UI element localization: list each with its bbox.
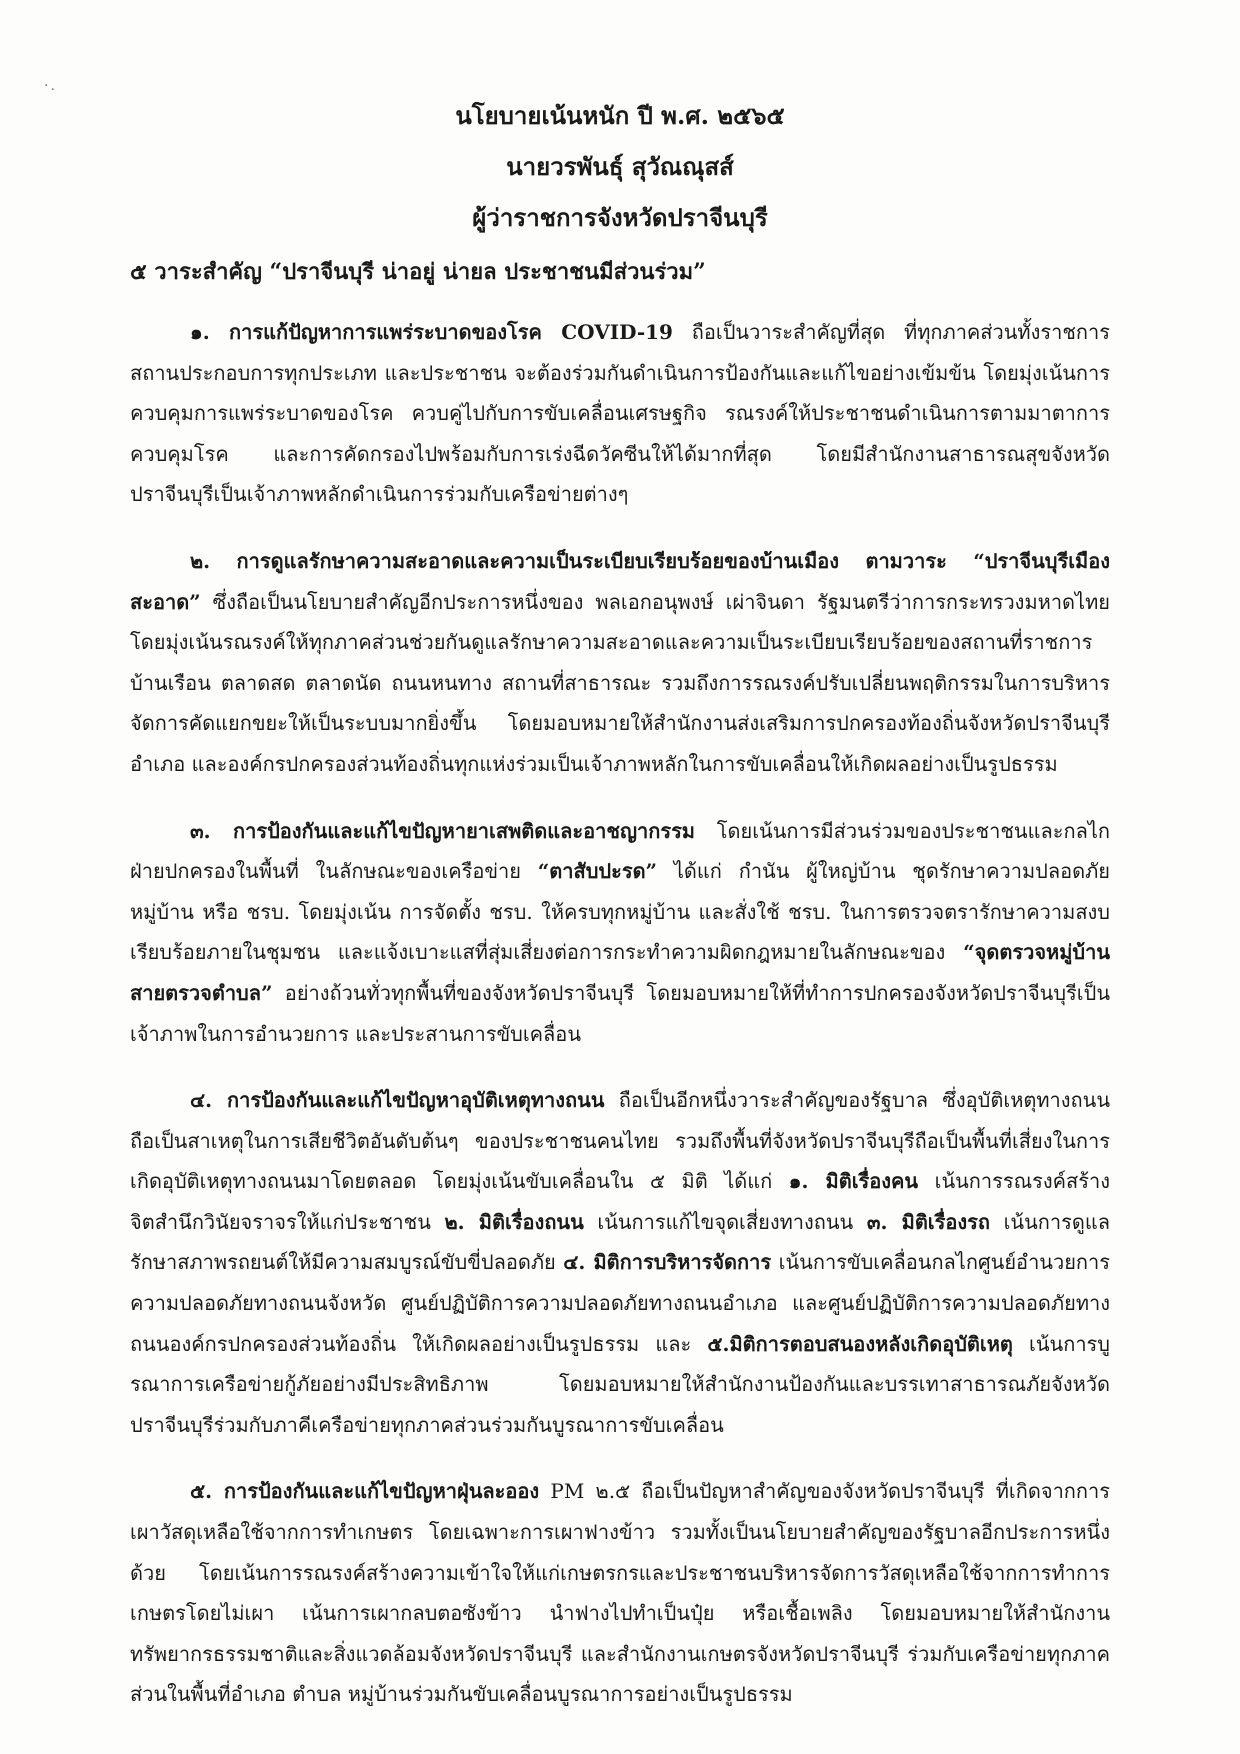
dimension-label: ๒. มิติเรื่องถนน — [444, 1209, 584, 1234]
emphasis-term: “จุดตรวจหมู่บ้าน สายตรวจตำบล” — [130, 940, 1110, 1005]
emphasis-term: “ตาสับปะรด” — [537, 859, 658, 884]
policy-item-text: เน้นการรณรงค์สร้างจิตสำนึกวินัยจราจรให้แก่ประชาชน — [130, 1169, 1110, 1234]
policy-item-text: เน้นการบูรณาการเครือข่ายกู้ภัยอย่างมีประสิทธิภาพ โดยมอบหมายให้สำนักงานป้องกันและบรรเทาสาธารณภัยจังหวัดปราจีนบุรีร่วมกับภาคีเครือข่ายทุกภาคส่วนร่วมกันบูรณาการขับเคลื่อน — [130, 1331, 1110, 1437]
policy-item-text: PM ๒.๕ ถือเป็นปัญหาสำคัญของจังหวัดปราจีนบุรี ที่เกิดจากการเผาวัสดุเหลือใช้จากการทำเกษตร โดยเฉพาะการเผาฟางข้าว รวมทั้งเป็นนโยบายสำคัญของรัฐบาลอีกประการหนึ่งด้วย โดยเน้นการรณรงค์สร้างความเข้าใจให้แก่เกษตรกรและประชาชนบริหารจัดการวัสดุเหลือใช้จากการทำการเกษตรโดยไม่เผา เน้นการเผากลบตอซังข้าว นำฟางไปทำเป็นปุ๋ย หรือเชื้อเพลิง โดยมอบหมายให้สำนักงานทรัพยากรธรรมชาติและสิ่งแวดล้อมจังหวัดปราจีนบุรี และสำนักงานเกษตรจังหวัดปราจีนบุรี ร่วมกับเครือข่ายทุกภาคส่วนในพื้นที่อำเภอ ตำบล หมู่บ้านร่วมกันขับเคลื่อนบูรณาการอย่างเป็นรูปธรรม — [130, 1479, 1110, 1707]
scan-mark: ·. — [44, 78, 57, 94]
document-body — [130, 312, 1110, 1741]
policy-item-text: โดยเน้นการมีส่วนร่วมของประชาชนและกลไกฝ่ายปกครองในพื้นที่ ในลักษณะของเครือข่าย — [130, 818, 1111, 884]
policy-item-5 — [130, 1471, 1110, 1715]
policy-item-heading: ๒. การดูแลรักษาความสะอาดและความเป็นระเบียบเรียบร้อยของบ้านเมือง ตามวาระ “ปราจีนบุรีเมืองสะอาด” — [130, 548, 1110, 614]
policy-item-text: ถือเป็นอีกหนึ่งวาระสำคัญของรัฐบาล ซึ่งอุบัติเหตุทางถนนถือเป็นสาเหตุในการเสียชีวิตอันดับต้นๆ ของประชาชนคนไทย รวมถึงพื้นที่จังหวัดปราจีนบุรีถือเป็นพื้นที่เสี่ยงในการเกิดอุบัติเหตุทางถนนมาโดยตลอด โดยมุ่งเน้นขับเคลื่อนใน ๕ มิติ ได้แก่ — [130, 1088, 1110, 1194]
policy-item-4 — [130, 1080, 1110, 1445]
policy-item-heading: ๔. การป้องกันและแก้ไขปัญหาอุบัติเหตุทางถนน — [190, 1088, 605, 1113]
policy-item-text: ได้แก่ กำนัน ผู้ใหญ่บ้าน ชุดรักษาความปลอดภัยหมู่บ้าน หรือ ชรบ. โดยมุ่งเน้น การจัดตั้ง ชรบ. ให้ครบทุกหมู่บ้าน และสั่งใช้ ชรบ. ในการตรวจตรารักษาความสงบเรียบร้อยภายในชุมชน และแจ้งเบาะแสที่สุ่มเสี่ยงต่อการกระทำความผิดกฎหมายในลักษณะของ — [130, 859, 1110, 965]
policy-item-2 — [130, 541, 1110, 785]
policy-item-text: เน้นการดูแลรักษาสภาพรถยนต์ให้มีความสมบูรณ์ขับขี่ปลอดภัย — [130, 1209, 1110, 1275]
policy-item-text: เน้นการแก้ไขจุดเสี่ยงทางถนน — [583, 1209, 867, 1234]
policy-item-heading: ๑. การแก้ปัญหาการแพร่ระบาดของโรค COVID-19 — [190, 320, 673, 344]
dimension-label: ๓. มิติเรื่องรถ — [866, 1209, 991, 1234]
policy-item-text: ถือเป็นวาระสำคัญที่สุด ที่ทุกภาคส่วนทั้งราชการ สถานประกอบการทุกประเภท และประชาชน จะต้องร่วมกันดำเนินการป้องกันและแก้ไขอย่างเข้มข้น โดยมุ่งเน้นการควบคุมการแพร่ระบาดของโรค ควบคู่ไปกับการขับเคลื่อนเศรษฐกิจ รณรงค์ให้ประชาชนดำเนินการตามมาตาการควบคุมโรค และการคัดกรองไปพร้อมกับการเร่งฉีดวัคซีนให้ได้มากที่สุด โดยมีสำนักงานสาธารณสุขจังหวัดปราจีนบุรีเป็นเจ้าภาพหลักดำเนินการร่วมกับเครือข่ายต่างๆ — [130, 320, 1110, 507]
policy-item-3 — [130, 811, 1110, 1055]
document-header — [0, 90, 1240, 243]
policy-item-text: ซึ่งถือเป็นนโยบายสำคัญอีกประการหนึ่งของ พลเอกอนุพงษ์ เผ่าจินดา รัฐมนตรีว่าการกระทรวงมหาดไทย โดยมุ่งเน้นรณรงค์ให้ทุกภาคส่วนช่วยกันดูแลรักษาความสะอาดและความเป็นระเบียบเรียบร้อยของสถานที่ราชการ บ้านเรือน ตลาดสด ตลาดนัด ถนนหนทาง สถานที่สาธารณะ รวมถึงการรณรงค์ปรับเปลี่ยนพฤติกรรมในการบริหารจัดการคัดแยกขยะให้เป็นระบบมากยิ่งขึ้น โดยมอบหมายให้สำนักงานส่งเสริมการปกครองท้องถิ่นจังหวัดปราจีนบุรี อำเภอ และองค์กรปกครองส่วนท้องถิ่นทุกแห่งร่วมเป็นเจ้าภาพหลักในการขับเคลื่อนให้เกิดผลอย่างเป็นรูปธรรม — [130, 589, 1110, 776]
policy-item-heading: ๓. การป้องกันและแก้ไขปัญหายาเสพติดและอาชญากรรม — [190, 818, 695, 843]
policy-item-text: อย่างถ้วนทั่วทุกพื้นที่ของจังหวัดปราจีนบุรี โดยมอบหมายให้ที่ทำการปกครองจังหวัดปราจีนบุรีเป็นเจ้าภาพในการอำนวยการ และประสานการขับเคลื่อน — [130, 980, 1110, 1046]
policy-title: นโยบายเน้นหนัก ปี พ.ศ. ๒๕๖๕ — [455, 101, 785, 130]
policy-item-1 — [130, 312, 1110, 515]
dimension-label: ๕.มิติการตอบสนองหลังเกิดอุบัติเหตุ — [707, 1331, 1013, 1356]
author-name: นายวรพันธุ์ สุวัณณุสส์ — [506, 152, 734, 181]
dimension-label: ๔. มิติการบริหารจัดการ — [563, 1250, 772, 1275]
policy-item-heading: ๕. การป้องกันและแก้ไขปัญหาฝุ่นละออง — [190, 1479, 540, 1504]
section-title: ๕ วาระสำคัญ “ปราจีนบุรี น่าอยู่ น่ายล ประชาชนมีส่วนร่วม” — [130, 259, 706, 285]
dimension-label: ๑. มิติเรื่องคน — [788, 1169, 919, 1194]
policy-item-text: เน้นการขับเคลื่อนกลไกศูนย์อำนวยการความปลอดภัยทางถนนจังหวัด ศูนย์ปฏิบัติการความปลอดภัยทางถนนอำเภอ และศูนย์ปฏิบัติการความปลอดภัยทางถนนองค์กรปกครองส่วนท้องถิ่น ให้เกิดผลอย่างเป็นรูปธรรม และ — [130, 1250, 1111, 1356]
author-position: ผู้ว่าราชการจังหวัดปราจีนบุรี — [472, 203, 768, 232]
